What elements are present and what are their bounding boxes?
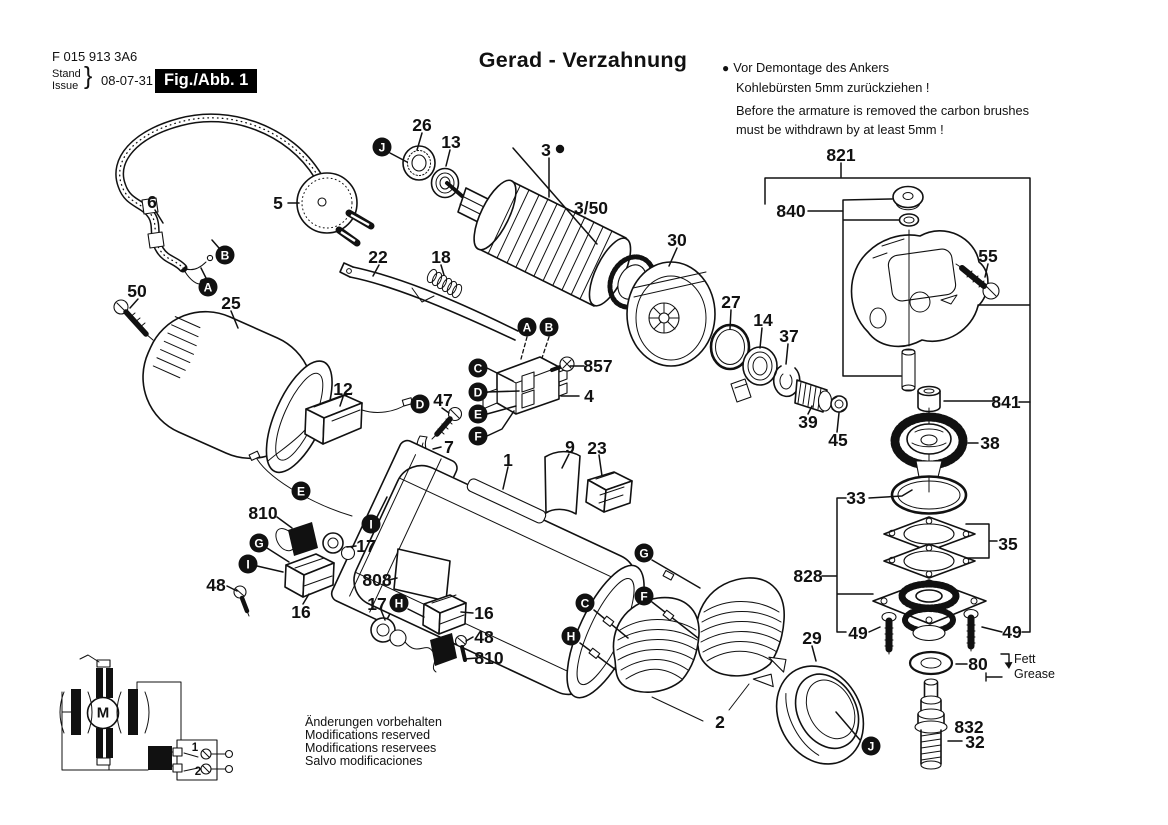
part-label-16: 16 bbox=[474, 603, 494, 623]
warning-en-line1: Before the armature is removed the carbon brushes bbox=[736, 103, 1030, 118]
part-label-841: 841 bbox=[991, 392, 1021, 412]
callout-letter-F: F bbox=[640, 589, 648, 604]
part-label-29: 29 bbox=[802, 628, 822, 648]
part-label-49: 49 bbox=[848, 623, 868, 643]
part-label-45: 45 bbox=[828, 430, 848, 450]
part-label-37: 37 bbox=[779, 326, 799, 346]
callout-letter-E: E bbox=[473, 407, 483, 422]
stand-issue-labels bbox=[52, 68, 81, 92]
part-label-16: 16 bbox=[291, 602, 311, 622]
figure-label: Fig./Abb. 1 bbox=[155, 69, 257, 93]
slider-23 bbox=[586, 472, 632, 512]
warning-note bbox=[722, 58, 1058, 139]
part-label-2: 2 bbox=[715, 712, 725, 732]
part-label-50: 50 bbox=[127, 281, 147, 301]
callout-letter-G: G bbox=[639, 546, 649, 561]
gear-housing bbox=[852, 230, 988, 391]
pinion-39 bbox=[795, 380, 832, 412]
part-label-30: 30 bbox=[667, 230, 687, 250]
footer-line-fr: Modifications reservees bbox=[305, 741, 437, 755]
grease-en: Grease bbox=[1014, 667, 1055, 681]
part-label-5: 5 bbox=[273, 193, 283, 213]
callout-letter-C: C bbox=[580, 596, 590, 611]
part-label-13: 13 bbox=[441, 132, 461, 152]
grease-bracket bbox=[986, 654, 1013, 681]
callout-letter-J: J bbox=[867, 739, 875, 754]
part-label-828: 828 bbox=[793, 566, 823, 586]
part-label-3-50: 3/50 bbox=[573, 198, 609, 218]
crown-gear-38 bbox=[895, 408, 963, 492]
callout-letter-H: H bbox=[394, 596, 404, 611]
callout-letter-D: D bbox=[415, 397, 425, 412]
footer-line-en: Modifications reserved bbox=[305, 728, 431, 742]
leader-dashed bbox=[521, 337, 549, 359]
callout-letter-D: D bbox=[473, 385, 483, 400]
footer-line-de: Änderungen vorbehalten bbox=[305, 715, 442, 729]
callout-letter-G: G bbox=[254, 536, 264, 551]
part-label-810: 810 bbox=[474, 648, 504, 668]
circuit-label-1: 1 bbox=[191, 742, 199, 754]
callout-letter-F: F bbox=[474, 429, 482, 444]
part-label-4: 4 bbox=[584, 386, 594, 406]
part-label-49: 49 bbox=[1002, 622, 1022, 642]
part-label-857: 857 bbox=[583, 356, 613, 376]
issue-date: 08-07-31 bbox=[101, 73, 154, 88]
screw-49-left bbox=[882, 613, 896, 655]
brace-glyph: } bbox=[84, 62, 93, 90]
part-label-55: 55 bbox=[978, 246, 998, 266]
bearing-26 bbox=[403, 146, 435, 180]
stand-label: Stand bbox=[52, 68, 81, 80]
part-label-23: 23 bbox=[587, 438, 607, 458]
part-label-47: 47 bbox=[433, 390, 453, 410]
part-label-7: 7 bbox=[444, 437, 454, 457]
part-label-832: 832 bbox=[954, 717, 984, 737]
part-label-48: 48 bbox=[474, 627, 494, 647]
part-label-32: 32 bbox=[965, 732, 985, 752]
callout-letter-I: I bbox=[246, 557, 250, 572]
part-label-808: 808 bbox=[362, 570, 392, 590]
grease-note bbox=[1014, 652, 1055, 682]
part-label-48: 48 bbox=[206, 575, 226, 595]
bearing-plates-35 bbox=[884, 517, 975, 578]
part-label-17: 17 bbox=[367, 594, 387, 614]
callout-letter-E: E bbox=[296, 484, 306, 499]
part-label-1: 1 bbox=[503, 450, 513, 470]
screw-50 bbox=[114, 300, 153, 340]
warning-en-line2: must be withdrawn by at least 5mm ! bbox=[736, 122, 944, 137]
part-label-27: 27 bbox=[721, 292, 741, 312]
part-label-26: 26 bbox=[412, 115, 432, 135]
callout-letter-H: H bbox=[566, 629, 576, 644]
switch-lever bbox=[340, 263, 518, 340]
callout-letter-A: A bbox=[203, 280, 213, 295]
modifications-note bbox=[305, 716, 442, 768]
part-label-6: 6 bbox=[147, 192, 157, 212]
callout-letter-I: I bbox=[369, 517, 373, 532]
warning-de-line1: ● Vor Demontage des Ankers bbox=[722, 60, 890, 75]
part-label-9: 9 bbox=[565, 437, 575, 457]
bullet-icon: ● bbox=[722, 61, 730, 75]
bullet-marker bbox=[556, 145, 564, 153]
part-label-810: 810 bbox=[248, 503, 278, 523]
circuit-label-2: 2 bbox=[194, 766, 202, 778]
screw-49-right bbox=[964, 610, 978, 652]
part-label-33: 33 bbox=[846, 488, 866, 508]
wiring-schematic bbox=[60, 655, 233, 780]
part-label-840: 840 bbox=[776, 201, 806, 221]
warning-de-line2: Kohlebürsten 5mm zurückziehen ! bbox=[736, 80, 930, 95]
part-label-18: 18 bbox=[431, 247, 451, 267]
circuit-label-M: M bbox=[96, 704, 110, 722]
screw-857 bbox=[552, 357, 574, 371]
grease-de: Fett bbox=[1014, 652, 1036, 666]
bearing-14 bbox=[731, 347, 777, 402]
part-label-35: 35 bbox=[998, 534, 1018, 554]
footer-line-es: Salvo modificaciones bbox=[305, 754, 423, 768]
callout-letter-B: B bbox=[220, 248, 230, 263]
part-label-22: 22 bbox=[368, 247, 388, 267]
nut-45 bbox=[831, 396, 847, 412]
page-title: Gerad - Verzahnung bbox=[478, 48, 688, 72]
part-label-25: 25 bbox=[221, 293, 241, 313]
fan-guard-30 bbox=[627, 262, 715, 366]
issue-label: Issue bbox=[52, 80, 79, 92]
part-label-821: 821 bbox=[826, 145, 856, 165]
document-number: F 015 913 3A6 bbox=[52, 49, 138, 64]
part-label-12: 12 bbox=[333, 379, 353, 399]
sticker-9 bbox=[545, 452, 580, 514]
switch-block bbox=[483, 357, 567, 414]
part-label-39: 39 bbox=[798, 412, 818, 432]
callout-letter-A: A bbox=[522, 320, 532, 335]
callout-letter-C: C bbox=[473, 361, 483, 376]
spindle-832 bbox=[915, 679, 947, 769]
callout-letter-B: B bbox=[544, 320, 554, 335]
spring-18 bbox=[425, 268, 463, 299]
part-label-17: 17 bbox=[356, 536, 376, 556]
part-label-14: 14 bbox=[753, 310, 773, 330]
callout-letter-J: J bbox=[378, 140, 386, 155]
washer-80 bbox=[910, 652, 952, 674]
part-label-80: 80 bbox=[968, 654, 988, 674]
part-label-38: 38 bbox=[980, 433, 1000, 453]
part-label-3: 3 bbox=[541, 140, 551, 160]
mains-plug bbox=[297, 173, 371, 243]
